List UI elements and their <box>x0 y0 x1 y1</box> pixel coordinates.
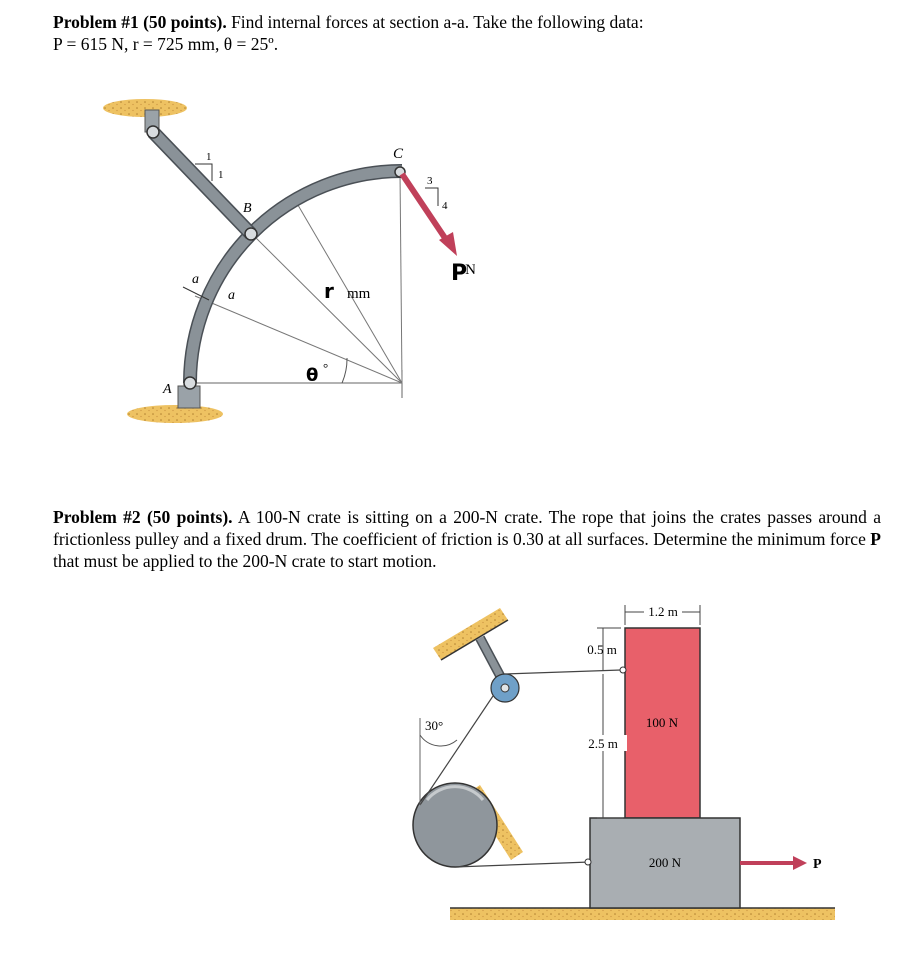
rope-upper <box>505 670 621 674</box>
angle-unit: ° <box>323 360 329 375</box>
force-p-head <box>793 856 807 870</box>
slope-2-horizontal: 3 <box>427 175 433 187</box>
problem-1-figure <box>95 88 475 453</box>
section-line <box>195 296 402 383</box>
force-arrow-shaft <box>402 174 447 241</box>
label-b: B <box>243 201 252 216</box>
section-label-outer: a <box>192 272 199 287</box>
problem-1-heading: Problem #1 (50 points). <box>53 12 227 32</box>
bottom-ground-support <box>127 405 223 423</box>
slope-1-vertical: 1 <box>206 151 212 163</box>
lower-crate-weight: 200 N <box>648 855 682 870</box>
problem-2-statement <box>53 506 881 572</box>
radius-symbol: r <box>324 279 334 303</box>
problem-1-data: P = 615 N, r = 725 mm, θ = 25º. <box>53 34 279 54</box>
problem-2-body-b: that must be applied to the 200-N crate to start motion. <box>53 551 437 571</box>
slope-1-horizontal: 1 <box>218 169 224 181</box>
arched-frame-diagram <box>95 88 475 448</box>
slope-triangle-2 <box>425 188 438 206</box>
angle-label: 30° <box>425 718 444 733</box>
label-c: C <box>393 146 404 162</box>
straight-link <box>153 132 251 234</box>
problem-2-body-a: A 100-N crate is sitting on a 200-N crate. The rope that joins the crates passes around a frictionless pulley and a fixed drum. The coefficient of friction is 0.30 at all surfaces. Determine the minimum force <box>53 507 882 549</box>
rope-lower <box>455 862 590 867</box>
problem-2-force-symbol: P <box>870 529 881 549</box>
width-dimension-label: 1.2 m <box>648 604 678 619</box>
top-pin <box>147 126 159 138</box>
label-a: A <box>163 382 172 397</box>
problem-2-heading: Problem #2 (50 points). <box>53 507 233 527</box>
radius-unit: mm <box>347 286 371 302</box>
slope-2-vertical: 4 <box>442 200 448 212</box>
pin-b <box>245 228 257 240</box>
height-dimension-label: 2.5 m <box>588 736 618 751</box>
angle-symbol: θ <box>306 365 319 386</box>
crate-pulley-diagram <box>405 600 845 950</box>
problem-1-body: Find internal forces at section a-a. Take the following data: <box>226 12 644 32</box>
radius-line-c <box>400 172 402 383</box>
upper-attachment <box>620 667 626 673</box>
lower-attachment <box>585 859 591 865</box>
pulley-support <box>433 608 508 660</box>
problem-2-figure <box>405 600 845 955</box>
angle-arc <box>420 735 457 746</box>
pulley-hub <box>501 684 509 692</box>
force-unit: N <box>465 262 475 278</box>
upper-crate-weight: 100 N <box>645 715 679 730</box>
theta-arc <box>342 358 347 383</box>
top-dimension-label: 0.5 m <box>587 642 617 657</box>
ground-surface <box>450 908 835 920</box>
pin-a <box>184 377 196 389</box>
force-p-label: P <box>813 857 822 872</box>
section-label-inner: a <box>228 288 235 303</box>
force-symbol: P <box>451 261 468 286</box>
problem-1-statement <box>53 11 893 55</box>
